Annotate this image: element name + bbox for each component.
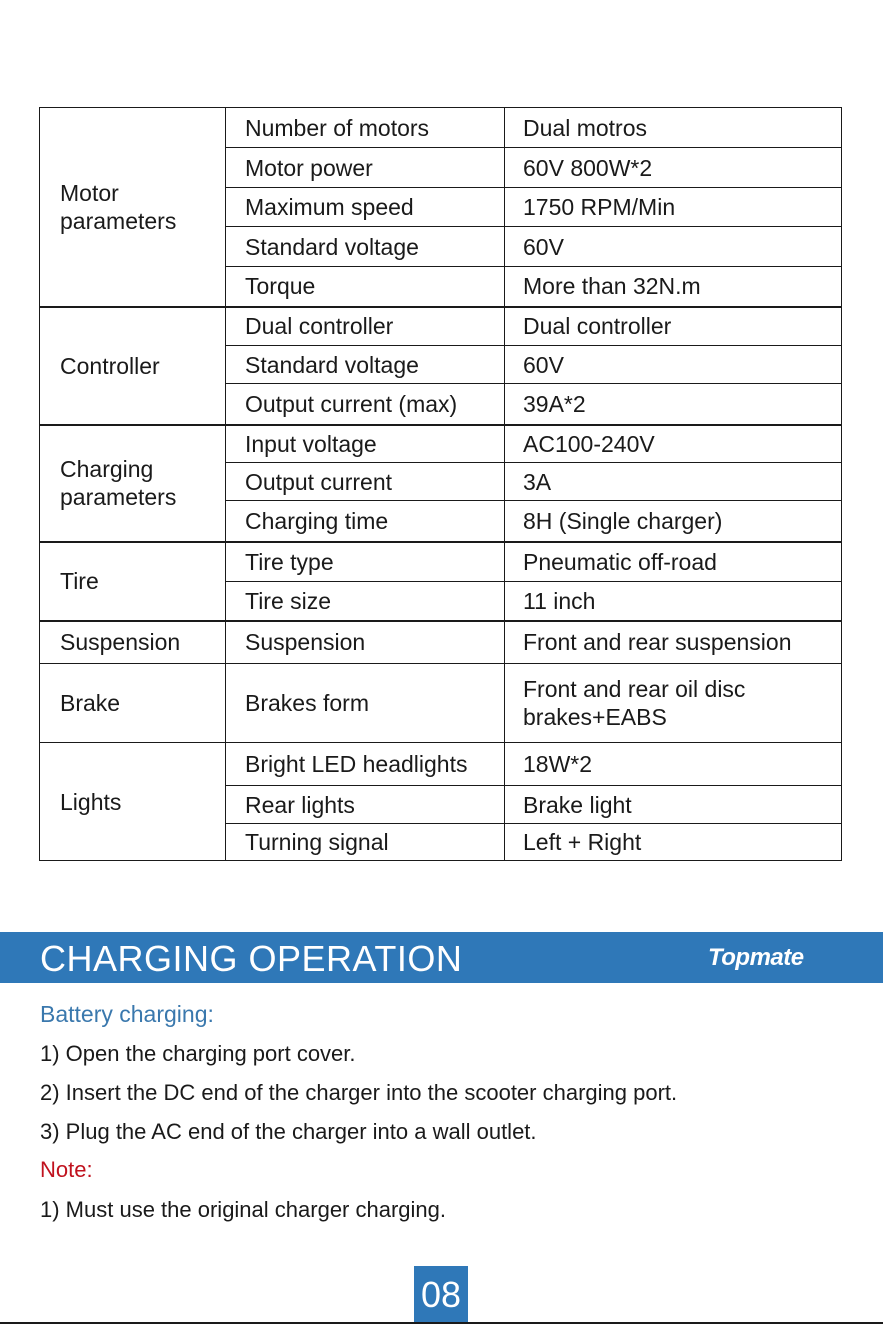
param-value: 1750 RPM/Min: [505, 188, 842, 227]
section-title: CHARGING OPERATION: [40, 938, 463, 979]
param-name: Rear lights: [226, 786, 505, 824]
param-value: Front and rear oil disc brakes+EABS: [505, 664, 842, 743]
param-value: 11 inch: [505, 582, 842, 621]
step-2: 2) Insert the DC end of the charger into the scooter charging port.: [40, 1080, 678, 1105]
param-value: 39A*2: [505, 384, 842, 425]
param-value: Brake light: [505, 786, 842, 824]
group-label-lights: Lights: [40, 743, 226, 861]
note-heading: Note:: [40, 1157, 93, 1182]
table-row: [40, 743, 842, 786]
step-3: 3) Plug the AC end of the charger into a wall outlet.: [40, 1119, 537, 1144]
param-value: 60V 800W*2: [505, 148, 842, 188]
step-1: 1) Open the charging port cover.: [40, 1041, 356, 1066]
group-label-controller: Controller: [40, 307, 226, 425]
group-label-motor: Motor parameters: [40, 108, 226, 307]
param-name: Tire type: [226, 542, 505, 582]
note-1: 1) Must use the original charger charging.: [40, 1197, 446, 1222]
table-row: [40, 425, 842, 463]
param-name: Number of motors: [226, 108, 505, 148]
battery-charging-heading: Battery charging:: [40, 1001, 214, 1027]
group-label-brake: Brake: [40, 664, 226, 743]
table-row: [40, 307, 842, 346]
param-name: Brakes form: [226, 664, 505, 743]
param-value: More than 32N.m: [505, 267, 842, 307]
param-value: AC100-240V: [505, 425, 842, 463]
table-row: [40, 542, 842, 582]
param-value: Pneumatic off-road: [505, 542, 842, 582]
param-value: 60V: [505, 346, 842, 384]
param-name: Output current: [226, 463, 505, 501]
param-name: Turning signal: [226, 824, 505, 861]
param-name: Standard voltage: [226, 227, 505, 267]
group-label-charging: Charging parameters: [40, 425, 226, 542]
param-value: Left + Right: [505, 824, 842, 861]
param-name: Maximum speed: [226, 188, 505, 227]
page-number: 08: [414, 1266, 468, 1324]
group-label-suspension: Suspension: [40, 621, 226, 664]
section-banner: [0, 932, 883, 983]
param-name: Output current (max): [226, 384, 505, 425]
param-value: Dual motros: [505, 108, 842, 148]
param-name: Motor power: [226, 148, 505, 188]
param-value: Front and rear suspension: [505, 621, 842, 664]
param-value: 18W*2: [505, 743, 842, 786]
param-name: Dual controller: [226, 307, 505, 346]
param-value: 3A: [505, 463, 842, 501]
param-name: Charging time: [226, 501, 505, 542]
param-name: Input voltage: [226, 425, 505, 463]
param-name: Standard voltage: [226, 346, 505, 384]
param-value: 60V: [505, 227, 842, 267]
table-row: [40, 108, 842, 148]
param-value: 8H (Single charger): [505, 501, 842, 542]
param-name: Tire size: [226, 582, 505, 621]
group-label-tire: Tire: [40, 542, 226, 621]
table-row: [40, 621, 842, 664]
brand-logo: Topmate: [708, 944, 804, 971]
table-row: [40, 664, 842, 743]
param-name: Suspension: [226, 621, 505, 664]
specifications-table: [39, 107, 842, 861]
param-name: Torque: [226, 267, 505, 307]
param-name: Bright LED headlights: [226, 743, 505, 786]
param-value: Dual controller: [505, 307, 842, 346]
